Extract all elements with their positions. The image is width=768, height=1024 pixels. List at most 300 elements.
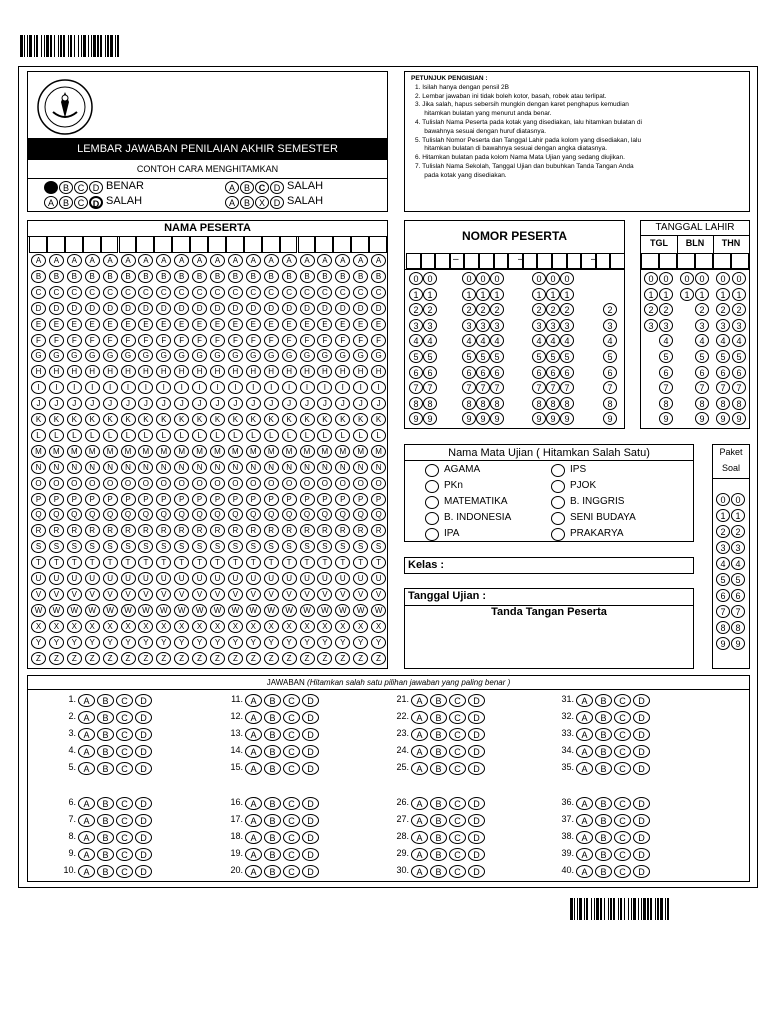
nama-bubble[interactable]: F	[192, 334, 207, 347]
answer-bubble[interactable]: B	[97, 831, 114, 844]
answer-bubble[interactable]: C	[283, 694, 300, 707]
paket-bubble[interactable]: 0	[716, 493, 730, 506]
nama-bubble[interactable]: A	[49, 254, 64, 267]
nama-bubble[interactable]: P	[300, 493, 315, 506]
mata-ujian-bubble[interactable]	[425, 512, 439, 525]
answer-bubble[interactable]: B	[430, 694, 447, 707]
nama-bubble[interactable]: I	[67, 381, 82, 394]
nomor-bubble[interactable]: 5	[490, 350, 504, 363]
nama-bubble[interactable]: E	[264, 318, 279, 331]
nama-bubble[interactable]: I	[85, 381, 100, 394]
nomor-bubble[interactable]: 9	[490, 412, 504, 425]
nama-bubble[interactable]: L	[300, 429, 315, 442]
nama-bubble[interactable]: Z	[138, 652, 153, 665]
nomor-bubble[interactable]: 8	[546, 397, 560, 410]
paket-bubble[interactable]: 6	[716, 589, 730, 602]
nama-bubble[interactable]: W	[121, 604, 136, 617]
nama-bubble[interactable]: T	[228, 556, 243, 569]
nama-letter-cell[interactable]	[65, 237, 83, 253]
nama-bubble[interactable]: Z	[246, 652, 261, 665]
nama-bubble[interactable]: I	[138, 381, 153, 394]
nama-bubble[interactable]: M	[85, 445, 100, 458]
nama-bubble[interactable]: D	[138, 302, 153, 315]
mata-ujian-bubble[interactable]	[425, 528, 439, 541]
nomor-bubble[interactable]: 0	[532, 272, 546, 285]
nama-bubble[interactable]: M	[264, 445, 279, 458]
nama-bubble[interactable]: J	[49, 397, 64, 410]
answer-bubble[interactable]: A	[78, 848, 95, 861]
nomor-digit-cell[interactable]	[421, 253, 436, 269]
nama-bubble[interactable]: G	[335, 349, 350, 362]
nama-bubble[interactable]: N	[103, 461, 118, 474]
nama-bubble[interactable]: W	[264, 604, 279, 617]
nama-bubble[interactable]: Z	[300, 652, 315, 665]
nama-bubble[interactable]: U	[121, 572, 136, 585]
nama-bubble[interactable]: C	[156, 286, 171, 299]
nama-bubble[interactable]: T	[174, 556, 189, 569]
nama-bubble[interactable]: C	[192, 286, 207, 299]
nama-bubble[interactable]: B	[210, 270, 225, 283]
nama-bubble[interactable]: K	[317, 413, 332, 426]
answer-bubble[interactable]: B	[595, 848, 612, 861]
tgl-bubble[interactable]: 3	[716, 319, 730, 332]
nama-bubble[interactable]: U	[85, 572, 100, 585]
nama-bubble[interactable]: L	[121, 429, 136, 442]
answer-bubble[interactable]: A	[78, 728, 95, 741]
nama-bubble[interactable]: Q	[228, 508, 243, 521]
nama-bubble[interactable]: M	[156, 445, 171, 458]
nama-bubble[interactable]: S	[85, 540, 100, 553]
nama-bubble[interactable]: D	[228, 302, 243, 315]
paket-bubble[interactable]: 3	[716, 541, 730, 554]
nama-bubble[interactable]: K	[192, 413, 207, 426]
answer-bubble[interactable]: D	[135, 848, 152, 861]
nama-bubble[interactable]: W	[174, 604, 189, 617]
nama-bubble[interactable]: A	[156, 254, 171, 267]
nama-bubble[interactable]: P	[371, 493, 386, 506]
nama-bubble[interactable]: Z	[156, 652, 171, 665]
nama-bubble[interactable]: I	[192, 381, 207, 394]
answer-bubble[interactable]: B	[595, 865, 612, 878]
nama-bubble[interactable]: T	[67, 556, 82, 569]
nama-bubble[interactable]: M	[210, 445, 225, 458]
answer-bubble[interactable]: C	[614, 848, 631, 861]
answer-bubble[interactable]: D	[468, 728, 485, 741]
answer-bubble[interactable]: B	[595, 728, 612, 741]
nomor-bubble[interactable]: 6	[423, 366, 437, 379]
nama-bubble[interactable]: P	[282, 493, 297, 506]
nama-bubble[interactable]: M	[103, 445, 118, 458]
nama-bubble[interactable]: B	[31, 270, 46, 283]
nama-bubble[interactable]: U	[335, 572, 350, 585]
nama-letter-cell[interactable]	[226, 237, 244, 253]
nomor-bubble[interactable]: 7	[532, 381, 546, 394]
nama-bubble[interactable]: Y	[282, 636, 297, 649]
answer-bubble[interactable]: C	[449, 762, 466, 775]
answer-bubble[interactable]: A	[78, 865, 95, 878]
nomor-bubble[interactable]: 8	[462, 397, 476, 410]
nama-bubble[interactable]: J	[264, 397, 279, 410]
nama-bubble[interactable]: W	[335, 604, 350, 617]
nama-bubble[interactable]: V	[300, 588, 315, 601]
answer-bubble[interactable]: C	[614, 814, 631, 827]
nama-bubble[interactable]: S	[371, 540, 386, 553]
nama-bubble[interactable]: A	[353, 254, 368, 267]
nama-bubble[interactable]: S	[156, 540, 171, 553]
nama-bubble[interactable]: G	[49, 349, 64, 362]
nama-bubble[interactable]: T	[246, 556, 261, 569]
nama-bubble[interactable]: U	[31, 572, 46, 585]
answer-bubble[interactable]: A	[78, 694, 95, 707]
nama-bubble[interactable]: V	[121, 588, 136, 601]
answer-bubble[interactable]: D	[302, 814, 319, 827]
answer-bubble[interactable]: C	[614, 694, 631, 707]
tgl-bubble[interactable]: 9	[716, 412, 730, 425]
nama-bubble[interactable]: V	[49, 588, 64, 601]
nama-bubble[interactable]: S	[67, 540, 82, 553]
tgl-bubble[interactable]: 8	[716, 397, 730, 410]
answer-bubble[interactable]: A	[245, 848, 262, 861]
answer-bubble[interactable]: D	[633, 711, 650, 724]
nama-bubble[interactable]: A	[371, 254, 386, 267]
nama-bubble[interactable]: P	[353, 493, 368, 506]
answer-bubble[interactable]: A	[576, 694, 593, 707]
answer-bubble[interactable]: D	[302, 865, 319, 878]
nama-bubble[interactable]: V	[282, 588, 297, 601]
nama-bubble[interactable]: O	[264, 477, 279, 490]
nama-bubble[interactable]: A	[138, 254, 153, 267]
nomor-bubble[interactable]: 6	[603, 366, 617, 379]
nama-bubble[interactable]: V	[371, 588, 386, 601]
nomor-bubble[interactable]: 1	[490, 288, 504, 301]
answer-bubble[interactable]: B	[595, 711, 612, 724]
nama-bubble[interactable]: Y	[228, 636, 243, 649]
nama-bubble[interactable]: Z	[282, 652, 297, 665]
nomor-digit-cell[interactable]	[494, 253, 509, 269]
nama-bubble[interactable]: H	[300, 365, 315, 378]
nama-bubble[interactable]: J	[85, 397, 100, 410]
nama-bubble[interactable]: B	[282, 270, 297, 283]
nomor-bubble[interactable]: 0	[462, 272, 476, 285]
nama-bubble[interactable]: O	[335, 477, 350, 490]
tgl-digit-cell[interactable]	[659, 253, 677, 269]
nama-bubble[interactable]: B	[121, 270, 136, 283]
nomor-bubble[interactable]: 4	[423, 334, 437, 347]
nama-bubble[interactable]: H	[228, 365, 243, 378]
mata-ujian-bubble[interactable]	[551, 528, 565, 541]
nama-bubble[interactable]: S	[335, 540, 350, 553]
answer-bubble[interactable]: D	[302, 797, 319, 810]
nomor-bubble[interactable]: 5	[560, 350, 574, 363]
nama-bubble[interactable]: Y	[85, 636, 100, 649]
answer-bubble[interactable]: A	[576, 831, 593, 844]
nama-bubble[interactable]: Z	[121, 652, 136, 665]
nama-bubble[interactable]: G	[174, 349, 189, 362]
nomor-bubble[interactable]: 9	[409, 412, 423, 425]
nama-bubble[interactable]: Y	[192, 636, 207, 649]
nomor-bubble[interactable]: 5	[423, 350, 437, 363]
nama-bubble[interactable]: A	[192, 254, 207, 267]
paket-bubble[interactable]: 5	[716, 573, 730, 586]
tgl-bubble[interactable]: 3	[732, 319, 746, 332]
nama-bubble[interactable]: K	[85, 413, 100, 426]
nomor-bubble[interactable]: 5	[603, 350, 617, 363]
nama-bubble[interactable]: R	[156, 524, 171, 537]
nama-bubble[interactable]: U	[49, 572, 64, 585]
answer-bubble[interactable]: C	[449, 865, 466, 878]
nama-bubble[interactable]: I	[103, 381, 118, 394]
nama-bubble[interactable]: F	[174, 334, 189, 347]
answer-bubble[interactable]: A	[245, 762, 262, 775]
nama-bubble[interactable]: J	[174, 397, 189, 410]
nama-bubble[interactable]: U	[264, 572, 279, 585]
nama-bubble[interactable]: S	[103, 540, 118, 553]
nama-bubble[interactable]: F	[103, 334, 118, 347]
tgl-bubble[interactable]: 4	[695, 334, 709, 347]
nama-bubble[interactable]: G	[300, 349, 315, 362]
nama-bubble[interactable]: Z	[174, 652, 189, 665]
nama-bubble[interactable]: N	[121, 461, 136, 474]
nama-bubble[interactable]: L	[264, 429, 279, 442]
nama-bubble[interactable]: C	[67, 286, 82, 299]
nama-bubble[interactable]: H	[85, 365, 100, 378]
nama-bubble[interactable]: G	[210, 349, 225, 362]
nama-bubble[interactable]: F	[335, 334, 350, 347]
nama-bubble[interactable]: P	[264, 493, 279, 506]
answer-bubble[interactable]: C	[449, 797, 466, 810]
nama-bubble[interactable]: F	[246, 334, 261, 347]
answer-bubble[interactable]: D	[302, 762, 319, 775]
tgl-bubble[interactable]: 7	[716, 381, 730, 394]
nomor-bubble[interactable]: 0	[423, 272, 437, 285]
tanggal-ujian-box[interactable]	[404, 588, 694, 669]
nomor-digit-cell[interactable]	[464, 253, 479, 269]
nama-letter-cell[interactable]	[333, 237, 351, 253]
answer-bubble[interactable]: C	[283, 762, 300, 775]
nama-letter-cell[interactable]	[47, 237, 65, 253]
nama-bubble[interactable]: E	[371, 318, 386, 331]
nama-bubble[interactable]: T	[85, 556, 100, 569]
answer-bubble[interactable]: C	[283, 728, 300, 741]
nama-bubble[interactable]: G	[67, 349, 82, 362]
answer-bubble[interactable]: A	[245, 865, 262, 878]
nama-bubble[interactable]: L	[138, 429, 153, 442]
nomor-bubble[interactable]: 3	[546, 319, 560, 332]
nama-letter-cell[interactable]	[83, 237, 101, 253]
nomor-bubble[interactable]: 9	[603, 412, 617, 425]
nama-bubble[interactable]: L	[371, 429, 386, 442]
nama-bubble[interactable]: D	[121, 302, 136, 315]
nama-bubble[interactable]: E	[138, 318, 153, 331]
nomor-bubble[interactable]: 7	[560, 381, 574, 394]
nama-bubble[interactable]: C	[353, 286, 368, 299]
nama-bubble[interactable]: T	[371, 556, 386, 569]
nama-bubble[interactable]: X	[156, 620, 171, 633]
mata-ujian-bubble[interactable]	[425, 464, 439, 477]
nama-bubble[interactable]: Z	[317, 652, 332, 665]
nama-bubble[interactable]: D	[49, 302, 64, 315]
tgl-bubble[interactable]: 9	[659, 412, 673, 425]
nama-bubble[interactable]: K	[67, 413, 82, 426]
nama-bubble[interactable]: G	[228, 349, 243, 362]
nama-bubble[interactable]: K	[103, 413, 118, 426]
nama-bubble[interactable]: Q	[138, 508, 153, 521]
nama-bubble[interactable]: X	[210, 620, 225, 633]
tgl-bubble[interactable]: 0	[680, 272, 694, 285]
nama-letter-cell[interactable]	[244, 237, 262, 253]
nomor-bubble[interactable]: 9	[560, 412, 574, 425]
nama-bubble[interactable]: W	[282, 604, 297, 617]
answer-bubble[interactable]: C	[116, 797, 133, 810]
nama-bubble[interactable]: Q	[67, 508, 82, 521]
answer-bubble[interactable]: A	[78, 762, 95, 775]
answer-bubble[interactable]: D	[468, 814, 485, 827]
nama-bubble[interactable]: B	[138, 270, 153, 283]
nama-letter-cell[interactable]	[280, 237, 298, 253]
answer-bubble[interactable]: D	[633, 694, 650, 707]
answer-bubble[interactable]: C	[116, 711, 133, 724]
nomor-bubble[interactable]: 4	[476, 334, 490, 347]
nama-bubble[interactable]: Q	[31, 508, 46, 521]
nama-bubble[interactable]: E	[103, 318, 118, 331]
answer-bubble[interactable]: D	[468, 762, 485, 775]
nama-bubble[interactable]: C	[335, 286, 350, 299]
nama-bubble[interactable]: E	[156, 318, 171, 331]
tgl-bubble[interactable]: 0	[695, 272, 709, 285]
answer-bubble[interactable]: D	[468, 797, 485, 810]
nama-bubble[interactable]: E	[174, 318, 189, 331]
nama-bubble[interactable]: U	[156, 572, 171, 585]
nama-bubble[interactable]: W	[210, 604, 225, 617]
tgl-digit-cell[interactable]	[695, 253, 713, 269]
nama-bubble[interactable]: F	[121, 334, 136, 347]
nama-bubble[interactable]: K	[264, 413, 279, 426]
nama-bubble[interactable]: N	[317, 461, 332, 474]
nama-bubble[interactable]: I	[210, 381, 225, 394]
nomor-bubble[interactable]: 2	[560, 303, 574, 316]
answer-bubble[interactable]: B	[264, 848, 281, 861]
answer-bubble[interactable]: D	[302, 745, 319, 758]
nama-bubble[interactable]: B	[317, 270, 332, 283]
nama-bubble[interactable]: O	[103, 477, 118, 490]
nama-bubble[interactable]: A	[300, 254, 315, 267]
tgl-bubble[interactable]: 2	[695, 303, 709, 316]
answer-bubble[interactable]: B	[430, 728, 447, 741]
nama-bubble[interactable]: T	[300, 556, 315, 569]
nama-bubble[interactable]: Q	[192, 508, 207, 521]
nama-bubble[interactable]: P	[192, 493, 207, 506]
tgl-bubble[interactable]: 2	[732, 303, 746, 316]
answer-bubble[interactable]: A	[411, 814, 428, 827]
nama-bubble[interactable]: B	[174, 270, 189, 283]
nama-bubble[interactable]: G	[121, 349, 136, 362]
nama-bubble[interactable]: J	[371, 397, 386, 410]
nama-bubble[interactable]: Z	[264, 652, 279, 665]
nama-bubble[interactable]: Y	[246, 636, 261, 649]
mata-ujian-bubble[interactable]	[551, 480, 565, 493]
nama-bubble[interactable]: T	[210, 556, 225, 569]
answer-bubble[interactable]: B	[97, 694, 114, 707]
nama-bubble[interactable]: L	[31, 429, 46, 442]
answer-bubble[interactable]: D	[135, 694, 152, 707]
nomor-bubble[interactable]: 2	[603, 303, 617, 316]
nomor-bubble[interactable]: 4	[532, 334, 546, 347]
nama-bubble[interactable]: N	[192, 461, 207, 474]
nama-bubble[interactable]: F	[85, 334, 100, 347]
nomor-bubble[interactable]: 2	[476, 303, 490, 316]
nama-bubble[interactable]: N	[264, 461, 279, 474]
nama-bubble[interactable]: J	[228, 397, 243, 410]
nama-bubble[interactable]: G	[192, 349, 207, 362]
nama-bubble[interactable]: T	[192, 556, 207, 569]
nama-bubble[interactable]: D	[371, 302, 386, 315]
nomor-bubble[interactable]: 0	[490, 272, 504, 285]
nama-bubble[interactable]: M	[138, 445, 153, 458]
nama-bubble[interactable]: S	[174, 540, 189, 553]
answer-bubble[interactable]: D	[302, 831, 319, 844]
nama-bubble[interactable]: P	[103, 493, 118, 506]
nama-bubble[interactable]: J	[192, 397, 207, 410]
tgl-bubble[interactable]: 3	[644, 319, 658, 332]
nama-bubble[interactable]: H	[138, 365, 153, 378]
paket-bubble[interactable]: 3	[731, 541, 745, 554]
answer-bubble[interactable]: A	[576, 848, 593, 861]
nama-bubble[interactable]: U	[192, 572, 207, 585]
nama-bubble[interactable]: E	[335, 318, 350, 331]
nama-bubble[interactable]: G	[138, 349, 153, 362]
nomor-bubble[interactable]: 2	[546, 303, 560, 316]
nama-bubble[interactable]: Q	[264, 508, 279, 521]
nomor-bubble[interactable]: 4	[462, 334, 476, 347]
nama-bubble[interactable]: M	[371, 445, 386, 458]
nama-bubble[interactable]: Q	[335, 508, 350, 521]
nama-bubble[interactable]: S	[228, 540, 243, 553]
nama-bubble[interactable]: W	[156, 604, 171, 617]
nama-bubble[interactable]: U	[67, 572, 82, 585]
nama-bubble[interactable]: E	[192, 318, 207, 331]
answer-bubble[interactable]: B	[430, 831, 447, 844]
answer-bubble[interactable]: D	[633, 814, 650, 827]
paket-bubble[interactable]: 7	[731, 605, 745, 618]
answer-bubble[interactable]: D	[633, 848, 650, 861]
nama-bubble[interactable]: S	[317, 540, 332, 553]
nomor-digit-cell[interactable]	[596, 253, 611, 269]
answer-bubble[interactable]: A	[411, 745, 428, 758]
nama-bubble[interactable]: C	[85, 286, 100, 299]
nama-bubble[interactable]: O	[192, 477, 207, 490]
nama-bubble[interactable]: U	[317, 572, 332, 585]
answer-bubble[interactable]: B	[430, 711, 447, 724]
nomor-bubble[interactable]: 9	[476, 412, 490, 425]
paket-bubble[interactable]: 4	[731, 557, 745, 570]
nomor-digit-cell[interactable]	[435, 253, 450, 269]
nama-bubble[interactable]: H	[121, 365, 136, 378]
tgl-bubble[interactable]: 5	[732, 350, 746, 363]
nomor-bubble[interactable]: 1	[423, 288, 437, 301]
answer-bubble[interactable]: B	[264, 745, 281, 758]
nama-bubble[interactable]: R	[174, 524, 189, 537]
nama-bubble[interactable]: X	[192, 620, 207, 633]
nama-bubble[interactable]: G	[85, 349, 100, 362]
nama-bubble[interactable]: H	[264, 365, 279, 378]
nama-bubble[interactable]: R	[121, 524, 136, 537]
nama-bubble[interactable]: L	[228, 429, 243, 442]
nama-bubble[interactable]: E	[317, 318, 332, 331]
nama-bubble[interactable]: H	[371, 365, 386, 378]
nama-bubble[interactable]: U	[371, 572, 386, 585]
answer-bubble[interactable]: A	[245, 728, 262, 741]
nama-bubble[interactable]: P	[138, 493, 153, 506]
